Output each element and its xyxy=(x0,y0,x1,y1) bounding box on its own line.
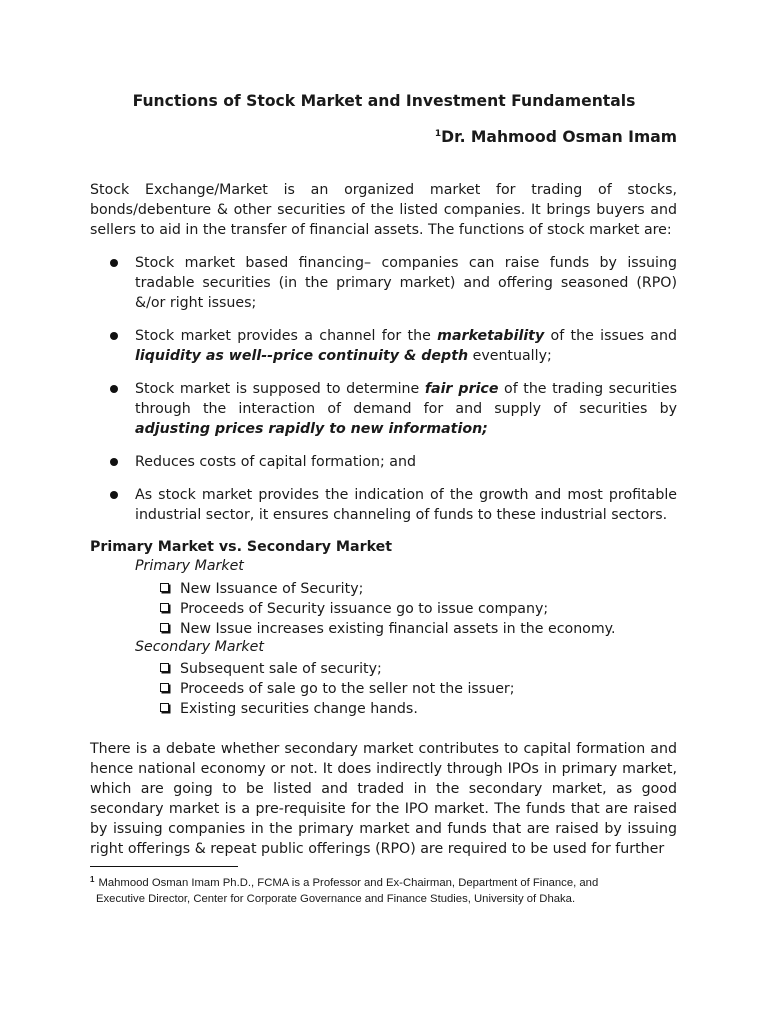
bullet-text: Reduces costs of capital formation; and xyxy=(135,454,416,470)
bullet-emphasis: fair price xyxy=(424,381,499,397)
checkbox-bullet-icon xyxy=(160,583,169,592)
primary-market-heading: Primary Market xyxy=(135,558,244,574)
author-name: Dr. Mahmood Osman Imam xyxy=(441,128,677,146)
list-item-text: Existing securities change hands. xyxy=(180,701,418,717)
bullet-text-part: of the issues and xyxy=(544,328,677,344)
bullet-icon xyxy=(110,491,118,499)
list-item-text: New Issuance of Security; xyxy=(180,581,364,597)
checkbox-bullet-icon xyxy=(160,683,169,692)
bullet-text xyxy=(135,379,677,439)
footnote-text: Mahmood Osman Imam Ph.D., FCMA is a Professor and Ex-Chairman, Department of Finance, and xyxy=(98,877,599,889)
author-footnote-mark: 1 xyxy=(434,129,442,139)
list-item xyxy=(160,599,548,619)
bullet-item xyxy=(110,379,677,439)
list-item-text: Proceeds of sale go to the seller not the issuer; xyxy=(180,681,515,697)
bullet-emphasis: liquidity as well--price continuity & depth xyxy=(135,348,469,364)
comparison-heading: Primary Market vs. Secondary Market xyxy=(90,539,393,555)
list-item xyxy=(160,619,616,639)
bullet-emphasis: adjusting prices rapidly to new information; xyxy=(135,421,488,437)
debate-paragraph: There is a debate whether secondary market contributes to capital formation and hence national economy or not. It does indirectly through IPOs in primary market, which are going to be listed and traded in the secondary market, as good secondary market is a pre-requisite for the IPO market. The funds that are raised by issuing companies in the primary market and funds that are raised by issuing right offerings & repeat public offerings (RPO) are required to be used for further xyxy=(90,741,677,857)
checkbox-bullet-icon xyxy=(160,623,169,632)
bullet-icon xyxy=(110,332,118,340)
bullet-emphasis: marketability xyxy=(437,328,545,344)
footnote-text: Executive Director, Center for Corporate Governance and Finance Studies, University of Dhaka. xyxy=(96,893,576,905)
footnote xyxy=(90,872,690,907)
list-item-text: New Issue increases existing financial assets in the economy. xyxy=(180,621,616,637)
intro-paragraph: Stock Exchange/Market is an organized market for trading of stocks, bonds/debenture & other securities of the listed companies. It brings buyers and sellers to aid in the transfer of financial assets. The functions of stock market are: xyxy=(90,182,677,238)
bullet-text xyxy=(135,326,677,366)
checkbox-bullet-icon xyxy=(160,703,169,712)
bullet-item xyxy=(110,485,677,525)
list-item xyxy=(160,699,418,719)
bullet-item xyxy=(110,452,677,472)
author-line xyxy=(435,128,677,146)
bullet-item xyxy=(110,253,677,313)
bullet-text: Stock market based financing– companies can raise funds by issuing tradable securities (in the primary market) and offering seasoned (RPO) &/or right issues; xyxy=(135,255,677,311)
bullet-item xyxy=(110,326,677,366)
list-item xyxy=(160,579,363,599)
list-item-text: Subsequent sale of security; xyxy=(180,661,382,677)
footnote-divider xyxy=(90,866,238,867)
footnote-line xyxy=(90,872,690,891)
bullet-icon xyxy=(110,385,118,393)
bullet-text-part: Stock market is supposed to determine xyxy=(135,381,425,397)
list-item xyxy=(160,659,382,679)
list-item-text: Proceeds of Security issuance go to issue company; xyxy=(180,601,549,617)
bullet-text: As stock market provides the indication of the growth and most profitable industrial sector, it ensures channeling of funds to these industrial sectors. xyxy=(135,487,677,523)
page-title: Functions of Stock Market and Investment Fundamentals xyxy=(132,92,636,110)
checkbox-bullet-icon xyxy=(160,603,169,612)
bullet-icon xyxy=(110,259,118,267)
bullet-icon xyxy=(110,458,118,466)
list-item xyxy=(160,679,515,699)
secondary-market-heading: Secondary Market xyxy=(135,639,264,655)
bullet-text-part: Stock market provides a channel for the xyxy=(135,328,438,344)
bullet-text-part: eventually; xyxy=(468,348,552,364)
checkbox-bullet-icon xyxy=(160,663,169,672)
footnote-mark: 1 xyxy=(90,875,95,884)
bullet-text-part: of the trading securities through the interaction of demand for and supply of securities by xyxy=(135,381,677,417)
